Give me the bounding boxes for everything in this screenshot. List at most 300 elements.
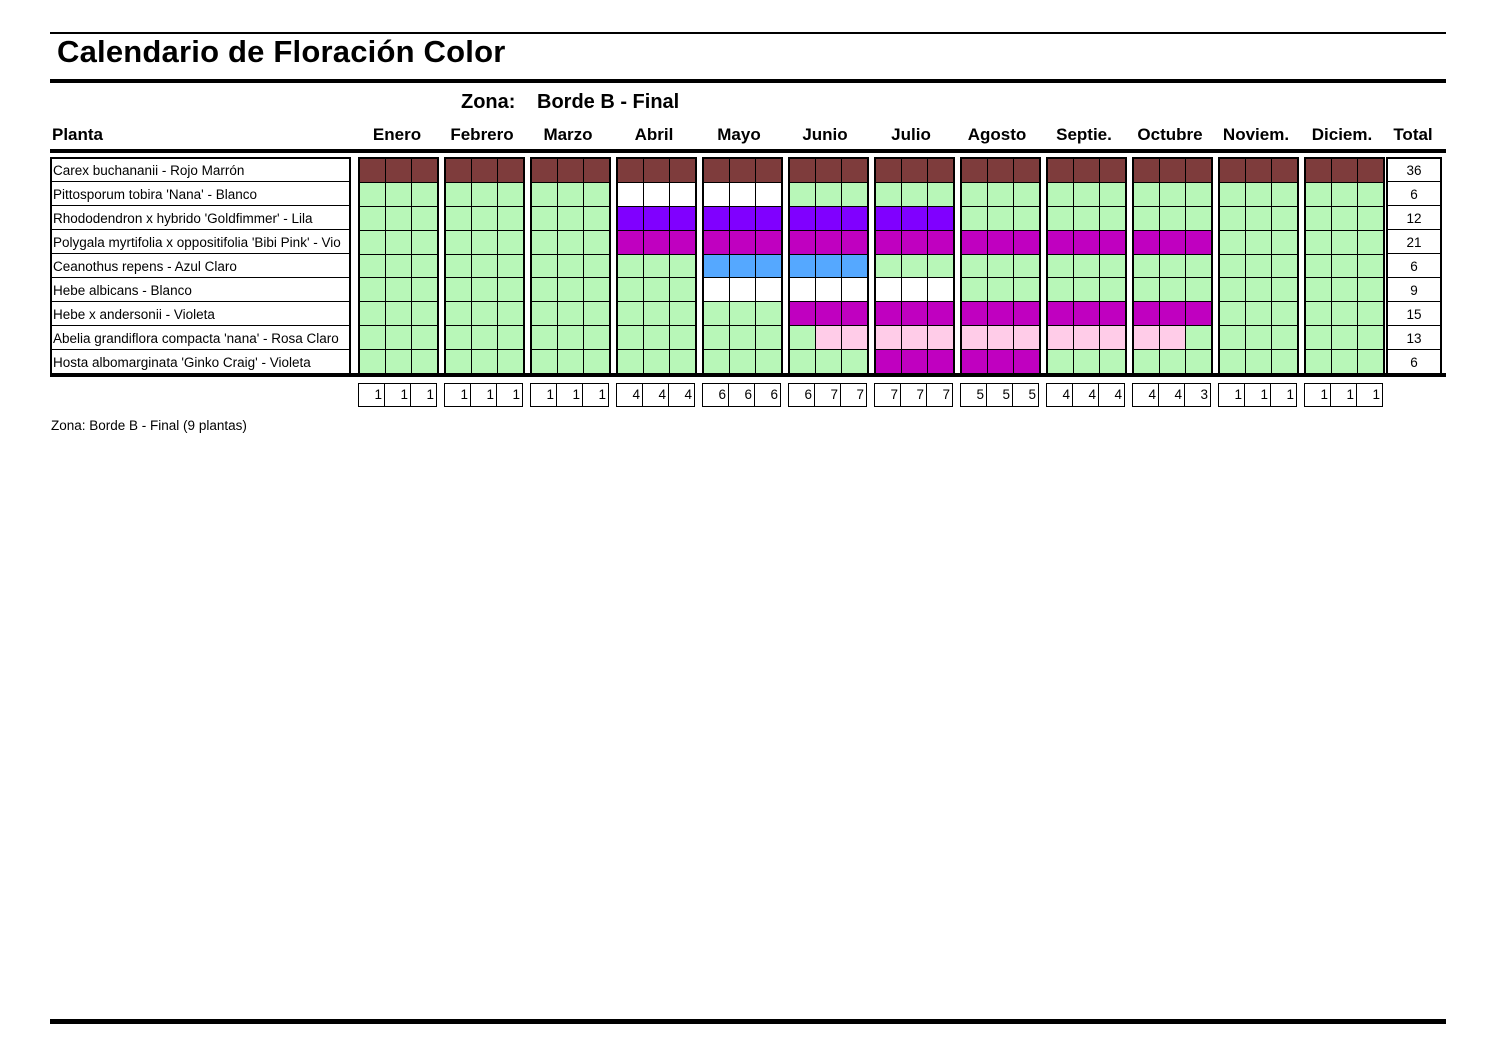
bloom-cell [1160, 302, 1185, 325]
bloom-cell [498, 326, 523, 349]
bloom-cell [446, 326, 471, 349]
bloom-cell [1134, 183, 1159, 206]
bloom-cell [902, 326, 927, 349]
bloom-cell [902, 159, 927, 182]
bloom-cell [498, 350, 523, 373]
bloom-cell [386, 350, 411, 373]
bloom-cell [644, 207, 669, 230]
count-value: 4 [1159, 384, 1185, 406]
bloom-cell [670, 207, 695, 230]
count-value: 1 [426, 387, 434, 402]
month-grid [616, 157, 697, 375]
bloom-cell [360, 302, 385, 325]
bloom-cell [1358, 207, 1383, 230]
bloom-cell [730, 302, 755, 325]
plant-name: Carex buchananii - Rojo Marrón [52, 159, 349, 182]
total-column [1386, 157, 1442, 375]
bloom-cell [558, 302, 583, 325]
bloom-cell [1220, 183, 1245, 206]
bloom-cell [532, 326, 557, 349]
count-value: 4 [1047, 384, 1073, 406]
bloom-cell [584, 207, 609, 230]
bloom-cell [730, 278, 755, 301]
bloom-cell [1272, 183, 1297, 206]
bloom-cell [876, 302, 901, 325]
count-value: 1 [1219, 384, 1245, 406]
bloom-cell [498, 159, 523, 182]
count-value: 6 [770, 387, 778, 402]
bloom-cell [1358, 350, 1383, 373]
bloom-cell [756, 255, 781, 278]
bloom-cell [1332, 159, 1357, 182]
bloom-cell [644, 326, 669, 349]
plant-name: Pittosporum tobira 'Nana' - Blanco [52, 183, 349, 206]
bloom-cell [902, 350, 927, 373]
bloom-cell [1272, 231, 1297, 254]
bloom-cell [704, 326, 729, 349]
bloom-cell [704, 350, 729, 373]
bloom-cell [386, 159, 411, 182]
bloom-cell [1160, 207, 1185, 230]
bloom-cell [584, 278, 609, 301]
bloom-cell [558, 350, 583, 373]
bloom-cell [472, 326, 497, 349]
bloom-cell [756, 207, 781, 230]
month-count [702, 383, 781, 407]
count-value: 1 [445, 384, 471, 406]
count-value: 5 [1028, 387, 1036, 402]
bloom-cell [558, 255, 583, 278]
bloom-cell [670, 350, 695, 373]
count-value: 1 [557, 384, 583, 406]
total-header: Total [1393, 125, 1433, 144]
bloom-cell [1100, 278, 1125, 301]
bloom-cell [1272, 207, 1297, 230]
count-value: 7 [942, 387, 950, 402]
bloom-cell [386, 231, 411, 254]
bloom-cell [704, 255, 729, 278]
bloom-cell [1160, 183, 1185, 206]
month-header: Mayo [717, 125, 761, 144]
bloom-cell [1246, 326, 1271, 349]
bloom-cell [902, 302, 927, 325]
bloom-cell [532, 302, 557, 325]
month-grid [960, 157, 1041, 375]
bloom-cell [498, 183, 523, 206]
bloom-cell [962, 350, 987, 373]
count-value: 4 [643, 384, 669, 406]
bloom-cell [412, 207, 437, 230]
bloom-cell [1048, 159, 1073, 182]
bloom-cell [842, 231, 867, 254]
bloom-cell [412, 159, 437, 182]
bloom-cell [584, 302, 609, 325]
bloom-cell [962, 255, 987, 278]
bloom-cell [790, 207, 815, 230]
bloom-cell [472, 302, 497, 325]
bloom-cell [584, 159, 609, 182]
bloom-cell [790, 231, 815, 254]
bloom-cell [1134, 255, 1159, 278]
bloom-cell [1074, 207, 1099, 230]
month-grid [358, 157, 439, 375]
bloom-cell [842, 350, 867, 373]
month-count [444, 383, 523, 407]
month-count [1304, 383, 1383, 407]
plant-total: 6 [1388, 255, 1440, 278]
bloom-cell [962, 302, 987, 325]
zona-value: Borde B - Final [537, 91, 680, 113]
bloom-cell [1186, 278, 1211, 301]
bloom-cell [928, 231, 953, 254]
month-header: Junio [802, 125, 848, 144]
bloom-cell [1134, 302, 1159, 325]
bloom-cell [790, 302, 815, 325]
bloom-cell [412, 302, 437, 325]
bloom-cell [1074, 231, 1099, 254]
month-header: Enero [372, 125, 422, 144]
bloom-cell [730, 231, 755, 254]
bloom-cell [730, 350, 755, 373]
bloom-cell [730, 159, 755, 182]
bloom-cell [1160, 350, 1185, 373]
bloom-cell [670, 278, 695, 301]
plant-total: 13 [1388, 327, 1440, 350]
count-value: 4 [1133, 384, 1159, 406]
bloom-cell [472, 350, 497, 373]
bloom-cell [618, 183, 643, 206]
month-header: Noviem. [1222, 125, 1290, 144]
count-value: 1 [1372, 387, 1380, 402]
bloom-cell [730, 207, 755, 230]
bloom-cell [876, 231, 901, 254]
bloom-cell [360, 255, 385, 278]
bloom-cell [962, 278, 987, 301]
bloom-cell [644, 255, 669, 278]
bloom-cell [928, 302, 953, 325]
bloom-cell [1048, 183, 1073, 206]
bloom-cell [1332, 255, 1357, 278]
count-value: 1 [512, 387, 520, 402]
bloom-cell [1048, 278, 1073, 301]
bloom-cell [1306, 350, 1331, 373]
bloom-cell [704, 278, 729, 301]
month-count [1218, 383, 1297, 407]
bloom-cell [532, 350, 557, 373]
plant-total: 36 [1388, 159, 1440, 182]
bloom-cell [816, 326, 841, 349]
month-count [616, 383, 695, 407]
bloom-cell [644, 183, 669, 206]
bloom-cell [1160, 255, 1185, 278]
month-grid [1304, 157, 1385, 375]
bloom-cell [730, 255, 755, 278]
bloom-cell [618, 350, 643, 373]
bloom-cell [1134, 278, 1159, 301]
bloom-cell [962, 183, 987, 206]
bloom-cell [386, 326, 411, 349]
bloom-cell [1358, 326, 1383, 349]
bloom-cell [756, 159, 781, 182]
bloom-cell [876, 278, 901, 301]
bloom-cell [756, 302, 781, 325]
count-value: 1 [598, 387, 606, 402]
bloom-cell [988, 278, 1013, 301]
bloom-cell [386, 183, 411, 206]
bloom-cell [1220, 255, 1245, 278]
page-title: Calendario de Floración Color [57, 34, 506, 69]
bloom-cell [1220, 278, 1245, 301]
bloom-cell [928, 326, 953, 349]
bloom-cell [1160, 159, 1185, 182]
bloom-cell [1272, 159, 1297, 182]
plant-name: Ceanothus repens - Azul Claro [52, 255, 349, 278]
month-count [788, 383, 867, 407]
bloom-cell [1186, 207, 1211, 230]
bloom-cell [1100, 350, 1125, 373]
bloom-cell [532, 159, 557, 182]
bloom-cell [988, 183, 1013, 206]
bloom-cell [988, 302, 1013, 325]
bloom-cell [1272, 326, 1297, 349]
bloom-cell [730, 326, 755, 349]
bloom-cell [962, 207, 987, 230]
plant-total: 6 [1388, 183, 1440, 206]
count-value: 4 [684, 387, 692, 402]
bloom-cell [902, 183, 927, 206]
bloom-cell [790, 159, 815, 182]
bloom-cell [386, 302, 411, 325]
count-value: 3 [1200, 387, 1208, 402]
bloom-cell [790, 278, 815, 301]
bloom-cell [618, 255, 643, 278]
bloom-cell [446, 302, 471, 325]
count-value: 4 [617, 384, 643, 406]
count-value: 7 [875, 384, 901, 406]
bloom-cell [1160, 278, 1185, 301]
bloom-cell [584, 350, 609, 373]
bloom-cell [1332, 350, 1357, 373]
bloom-cell [1100, 183, 1125, 206]
bloom-cell [1014, 326, 1039, 349]
count-value: 7 [815, 384, 841, 406]
plant-name: Rhododendron x hybrido 'Goldfimmer' - Lila [52, 207, 349, 230]
bloom-cell [558, 231, 583, 254]
bloom-cell [1100, 255, 1125, 278]
bloom-cell [1186, 183, 1211, 206]
bloom-cell [1134, 159, 1159, 182]
bloom-cell [1358, 231, 1383, 254]
bloom-cell [472, 231, 497, 254]
bloom-cell [1160, 326, 1185, 349]
bloom-cell [558, 159, 583, 182]
bloom-cell [790, 183, 815, 206]
bloom-cell [472, 255, 497, 278]
month-count [1046, 383, 1125, 407]
bloom-cell [1220, 231, 1245, 254]
bloom-cell [816, 231, 841, 254]
bloom-cell [1272, 255, 1297, 278]
zona-label: Zona: [461, 91, 516, 113]
bloom-cell [1014, 350, 1039, 373]
bloom-cell [1100, 207, 1125, 230]
count-value: 6 [789, 384, 815, 406]
month-count [530, 383, 609, 407]
bloom-cell [988, 207, 1013, 230]
bloom-cell [704, 231, 729, 254]
bloom-cell [1014, 231, 1039, 254]
bloom-cell [842, 255, 867, 278]
bloom-cell [1074, 302, 1099, 325]
bloom-cell [842, 159, 867, 182]
month-header: Diciem. [1311, 125, 1373, 144]
month-grid [1132, 157, 1213, 375]
bloom-cell [1186, 350, 1211, 373]
bloom-cell [962, 231, 987, 254]
bloom-cell [842, 326, 867, 349]
bloom-cell [618, 159, 643, 182]
bloom-cell [532, 183, 557, 206]
month-count [874, 383, 953, 407]
bloom-cell [386, 278, 411, 301]
bloom-cell [1306, 278, 1331, 301]
zone-summary: Zona: Borde B - Final (9 plantas) [51, 418, 247, 433]
bloom-cell [1246, 278, 1271, 301]
month-header: Octubre [1137, 125, 1203, 144]
count-value: 1 [471, 384, 497, 406]
plant-total: 12 [1388, 207, 1440, 230]
bloom-cell [558, 183, 583, 206]
bloom-cell [988, 231, 1013, 254]
bloom-cell [1272, 302, 1297, 325]
bloom-cell [1306, 183, 1331, 206]
bloom-cell [1246, 231, 1271, 254]
bloom-cell [1246, 207, 1271, 230]
bloom-cell [1134, 326, 1159, 349]
bloom-cell [532, 255, 557, 278]
bloom-cell [412, 231, 437, 254]
bloom-cell [1272, 350, 1297, 373]
bloom-cell [1332, 183, 1357, 206]
bloom-cell [1220, 350, 1245, 373]
bloom-cell [360, 278, 385, 301]
bloom-cell [584, 255, 609, 278]
month-grid [444, 157, 525, 375]
bloom-cell [584, 326, 609, 349]
bloom-cell [816, 207, 841, 230]
bloom-cell [842, 183, 867, 206]
bloom-cell [1186, 326, 1211, 349]
bloom-cell [558, 326, 583, 349]
bloom-cell [928, 183, 953, 206]
bloom-cell [446, 350, 471, 373]
header-rule [50, 149, 1446, 153]
bloom-cell [876, 326, 901, 349]
bloom-cell [704, 207, 729, 230]
count-value: 1 [385, 384, 411, 406]
bloom-cell [756, 231, 781, 254]
count-value: 4 [1114, 387, 1122, 402]
plant-name: Hebe albicans - Blanco [52, 279, 349, 302]
bloom-cell [1220, 159, 1245, 182]
bloom-cell [1074, 255, 1099, 278]
bloom-cell [1246, 350, 1271, 373]
bloom-cell [532, 278, 557, 301]
month-header: Septie. [1056, 125, 1112, 144]
bloom-cell [670, 231, 695, 254]
bloom-cell [962, 159, 987, 182]
bloom-cell [618, 326, 643, 349]
bloom-cell [1048, 231, 1073, 254]
bloom-cell [756, 326, 781, 349]
bloom-cell [1306, 302, 1331, 325]
bloom-cell [1014, 159, 1039, 182]
bloom-cell [360, 207, 385, 230]
bloom-cell [1246, 302, 1271, 325]
month-grid [1046, 157, 1127, 375]
bloom-cell [1306, 231, 1331, 254]
bloom-cell [386, 255, 411, 278]
table-bottom-rule [50, 373, 1446, 377]
count-value: 7 [856, 387, 864, 402]
bloom-cell [446, 255, 471, 278]
bloom-cell [816, 255, 841, 278]
bloom-cell [618, 231, 643, 254]
bloom-cell [584, 183, 609, 206]
bloom-cell [756, 350, 781, 373]
bloom-cell [1100, 326, 1125, 349]
bloom-cell [816, 183, 841, 206]
bloom-cell [360, 326, 385, 349]
bloom-cell [876, 159, 901, 182]
bloom-cell [1134, 231, 1159, 254]
bloom-cell [670, 159, 695, 182]
bloom-cell [412, 183, 437, 206]
bloom-cell [842, 302, 867, 325]
bloom-cell [1358, 159, 1383, 182]
bloom-cell [816, 302, 841, 325]
bloom-cell [1220, 326, 1245, 349]
bloom-cell [876, 207, 901, 230]
bloom-cell [1186, 231, 1211, 254]
bloom-cell [498, 207, 523, 230]
bloom-cell [498, 302, 523, 325]
count-value: 1 [531, 384, 557, 406]
bloom-cell [1246, 159, 1271, 182]
bloom-cell [1332, 302, 1357, 325]
bloom-cell [730, 183, 755, 206]
count-value: 7 [901, 384, 927, 406]
bloom-cell [902, 278, 927, 301]
bloom-cell [928, 255, 953, 278]
count-value: 1 [1245, 384, 1271, 406]
bloom-cell [1100, 302, 1125, 325]
bloom-cell [618, 207, 643, 230]
bloom-cell [1332, 207, 1357, 230]
bloom-cell [532, 207, 557, 230]
bloom-cell [446, 159, 471, 182]
bloom-cell [988, 159, 1013, 182]
month-header: Agosto [967, 125, 1027, 144]
month-grid [702, 157, 783, 375]
bloom-cell [704, 183, 729, 206]
bloom-cell [360, 159, 385, 182]
plant-name: Hebe x andersonii - Violeta [52, 303, 349, 326]
bloom-cell [532, 231, 557, 254]
bloom-cell [1048, 350, 1073, 373]
bloom-cell [1134, 207, 1159, 230]
bloom-cell [876, 255, 901, 278]
